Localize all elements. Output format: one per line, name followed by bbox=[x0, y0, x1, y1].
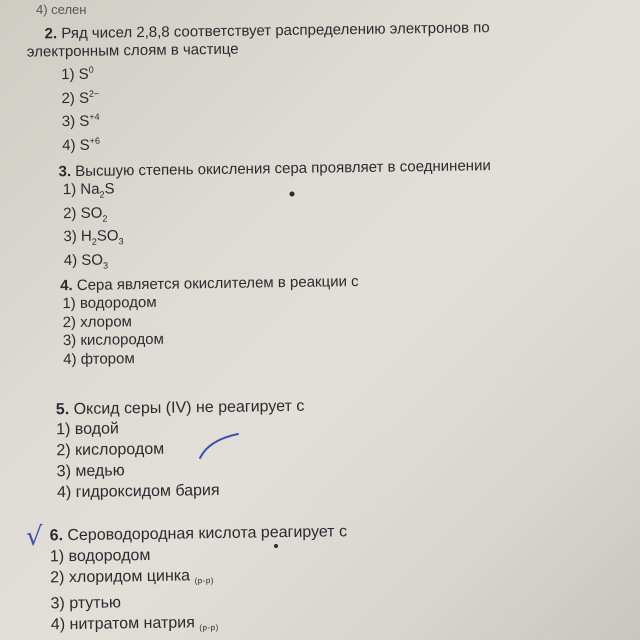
question-6 bbox=[49, 521, 348, 640]
answer-option: 4) нитратом натрия (р-р) bbox=[50, 614, 219, 634]
solution-note: (р-р) bbox=[194, 576, 214, 586]
answer-option: 3) кислородом bbox=[62, 330, 164, 350]
answer-option: 4) фтором bbox=[63, 349, 135, 368]
question-text: Ряд чисел 2,8,8 соответствует распределению электронов по bbox=[61, 19, 490, 43]
question-2 bbox=[26, 19, 491, 155]
answer-option: 1) $S^0$ bbox=[61, 64, 94, 84]
answer-options bbox=[50, 542, 349, 640]
question-3 bbox=[58, 157, 492, 275]
question-number: 5. bbox=[55, 401, 70, 419]
answer-option: 1) $Na_2S$ bbox=[62, 180, 115, 200]
answer-option: 2) хлоридом цинка (р-р) bbox=[50, 567, 214, 587]
question-text: Высшую степень окисления сера проявляет в соеднинении bbox=[75, 157, 491, 180]
answer-option: 1) водой bbox=[56, 420, 119, 439]
answer-options bbox=[56, 416, 306, 503]
handwritten-check-mark: √ bbox=[26, 522, 43, 552]
answer-option: 4) $S^{+6}$ bbox=[62, 135, 100, 154]
question-text: Сера является окислителем в реакции с bbox=[76, 273, 359, 294]
answer-option: 2) $SO_2$ bbox=[63, 204, 108, 224]
answer-options bbox=[61, 55, 491, 155]
answer-option: 2) кислородом bbox=[56, 440, 165, 460]
previous-question-fragment: 4) селен bbox=[36, 2, 87, 17]
question-number: 3. bbox=[58, 163, 72, 181]
question-text-continued: электронным слоям в частице bbox=[26, 40, 239, 61]
answer-option: 3) $H_2SO_3$ bbox=[63, 227, 124, 247]
answer-options bbox=[63, 175, 493, 275]
ink-dot bbox=[286, 188, 298, 202]
question-number: 6. bbox=[49, 527, 64, 545]
answer-option: 4) гидроксидом бария bbox=[56, 481, 220, 502]
answer-option: 2) хлором bbox=[62, 312, 133, 331]
question-4 bbox=[60, 273, 360, 369]
answer-option: 1) водородом bbox=[62, 293, 157, 313]
question-number: 2. bbox=[44, 25, 58, 43]
answer-option: 3) медью bbox=[56, 462, 125, 481]
pen-stroke-mark bbox=[196, 424, 246, 464]
answer-option: 4) $SO_3$ bbox=[63, 251, 109, 271]
answer-option: 2) $S^{2-}$ bbox=[61, 88, 100, 107]
question-text: Оксид серы (IV) не реагирует с bbox=[73, 397, 305, 419]
question-text: Сероводородная кислота реагирует с bbox=[67, 523, 348, 545]
solution-note: (р-р) bbox=[199, 623, 219, 633]
question-number: 4. bbox=[60, 277, 73, 295]
answer-option: 3) $S^{+4}$ bbox=[61, 111, 100, 131]
answer-option: 3) ртутью bbox=[50, 594, 122, 613]
ink-dot bbox=[270, 540, 282, 554]
question-5 bbox=[56, 398, 306, 503]
answer-options bbox=[62, 291, 359, 369]
answer-option: 1) водородом bbox=[49, 546, 151, 566]
